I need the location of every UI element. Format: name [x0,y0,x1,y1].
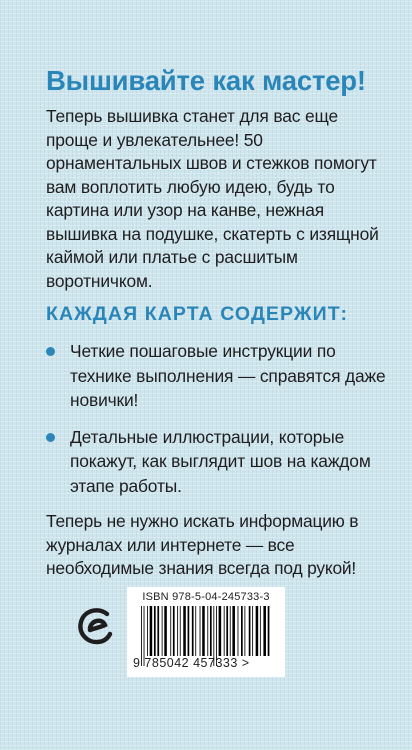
bullet-dot-icon [46,433,55,442]
outro-paragraph: Теперь не нужно искать информацию в журналах или интернете — все необходимые знания всегда под рукой! [46,511,359,578]
feature-item [46,339,388,413]
intro-paragraph: Теперь вышивка станет для вас еще проще и увлекательнее! 50 орнаментальных швов и стежков помогут вам воплотить любую идею, будь то картина или узор на канве, нежная вышивка на подушке, скатерть с изящной каймой или платье с расшитым воротничком. [46,106,379,291]
bullet-dot-icon [46,347,55,356]
barcode-area [127,587,285,677]
feature-text: Четкие пошаговые инструкции по технике выполнения — справятся даже новички! [70,341,386,410]
publisher-logo-icon [75,606,115,646]
cover-title: Вышивайте как мастер! [46,65,366,96]
feature-list [46,339,388,498]
section-heading: КАЖДАЯ КАРТА СОДЕРЖИТ: [46,303,349,325]
ean-digits: 9 785042 457333 > [133,656,250,670]
isbn-number: ISBN 978-5-04-245733-3 [142,591,270,603]
feature-text: Детальные иллюстрации, которые покажут, как выглядит шов на каждом этапе работы. [70,426,371,496]
feature-item [46,425,388,499]
